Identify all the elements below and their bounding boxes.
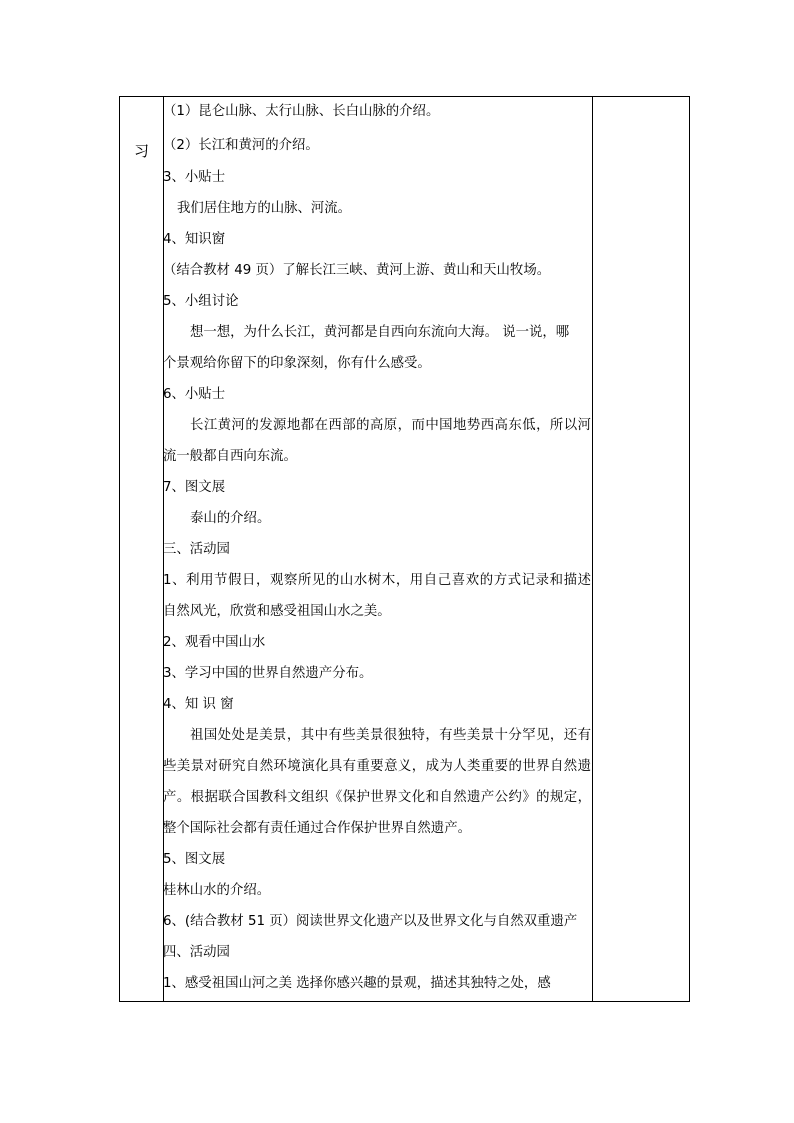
- text-line: 5、图文展: [163, 852, 226, 867]
- text-line: （结合教材 49 页）了解长江三峡、黄河上游、黄山和天山牧场。: [163, 263, 551, 278]
- text-line: 祖国处处是美景，其中有些美景很独特，有些美景十分罕见，还有: [190, 728, 591, 743]
- text-line: 整个国际社会都有责任通过合作保护世界自然遗产。: [163, 821, 471, 836]
- text-line: 4、知识窗: [163, 232, 226, 247]
- text-line: 3、小贴士: [163, 170, 226, 185]
- text-line: （2）长江和黄河的介绍。: [163, 138, 319, 153]
- text-line: 6、(结合教材 51 页）阅读世界文化遗产以及世界文化与自然双重遗产: [163, 914, 578, 929]
- text-line: 流一般都自西向东流。: [163, 449, 297, 464]
- text-line: 三、活动园: [163, 542, 230, 557]
- text-line: 个景观给你留下的印象深刻，你有什么感受。: [163, 356, 431, 371]
- text-line: 7、图文展: [163, 480, 226, 495]
- text-line: 1、感受祖国山河之美 选择你感兴趣的景观，描述其独特之处，感: [163, 976, 551, 991]
- text-line: 泰山的介绍。: [190, 511, 271, 526]
- text-line: 6、小贴士: [163, 387, 226, 402]
- text-line: 自然风光，欣赏和感受祖国山水之美。: [163, 604, 391, 619]
- text-line: 想一想，为什么长江，黄河都是自西向东流向大海。 说一说，哪: [190, 325, 570, 340]
- text-line: 4、知 识 窗: [163, 697, 234, 712]
- text-line: 2、观看中国山水: [163, 635, 266, 650]
- text-line: 四、活动园: [163, 945, 230, 960]
- text-line: （1）昆仑山脉、太行山脉、长白山脉的介绍。: [163, 104, 440, 119]
- text-line: 我们居住地方的山脉、河流。: [177, 201, 352, 216]
- text-line: 桂林山水的介绍。: [163, 883, 271, 898]
- side-column-label: 习: [133, 142, 149, 160]
- text-line: 产。根据联合国教科文组织《保护世界文化和自然遗产公约》的规定，: [163, 790, 591, 805]
- text-line: 3、学习中国的世界自然遗产分布。: [163, 666, 373, 681]
- text-line: 长江黄河的发源地都在西部的高原，而中国地势西高东低，所以河: [190, 418, 591, 433]
- text-line: 些美景对研究自然环境演化具有重要意义，成为人类重要的世界自然遗: [163, 759, 591, 774]
- table-column-divider-right: [592, 97, 593, 1001]
- text-line: 5、小组讨论: [163, 294, 239, 309]
- text-line: 1、利用节假日，观察所见的山水树木，用自己喜欢的方式记录和描述: [163, 573, 591, 588]
